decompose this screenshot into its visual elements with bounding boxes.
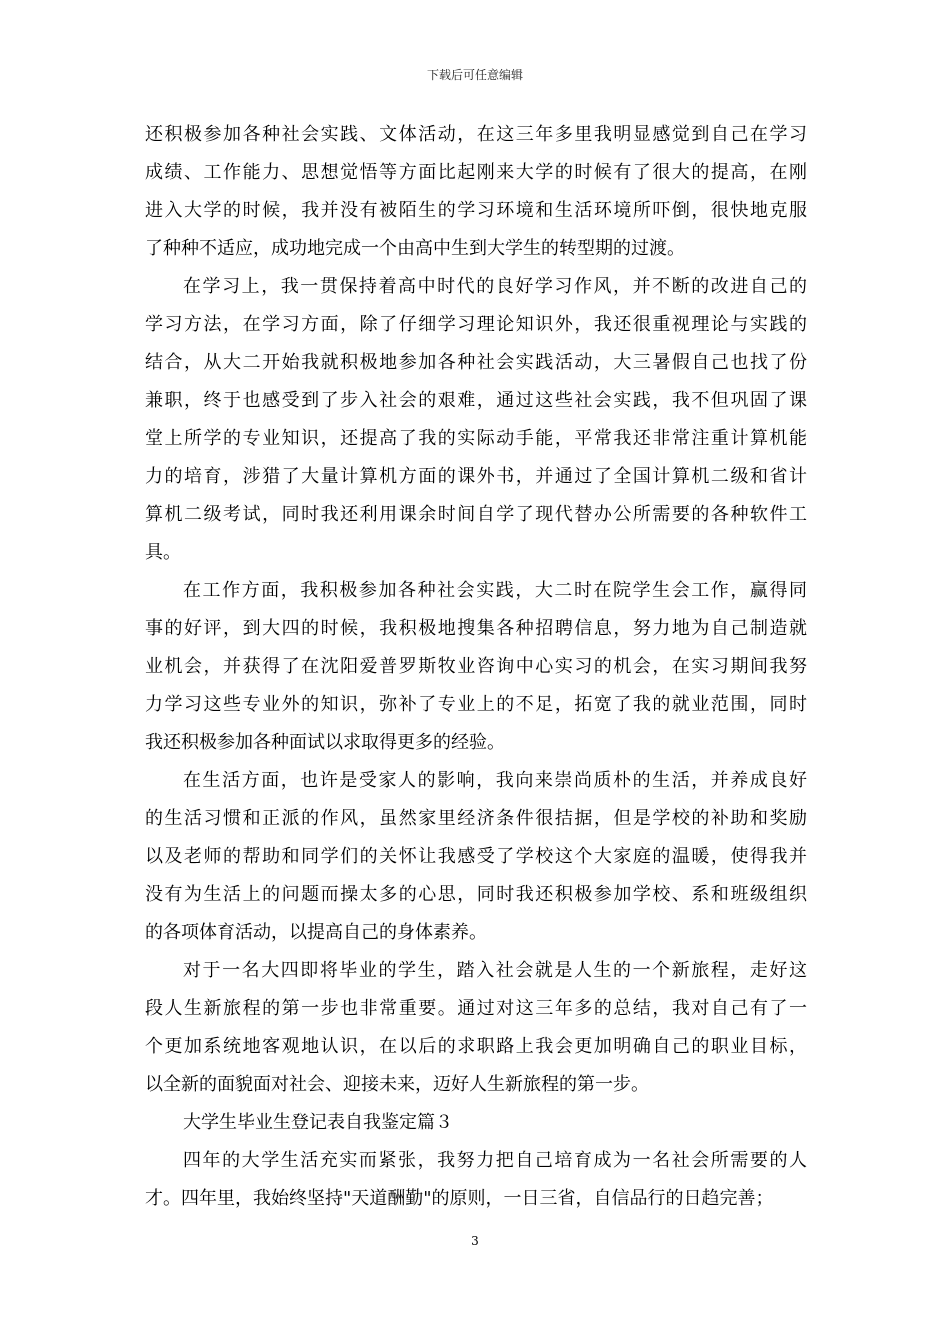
text-line: 才。四年里，我始终坚持"天道酬勤"的原则，一日三省，自信品行的日趋完善； [145, 1188, 774, 1209]
document-body [145, 116, 807, 1218]
text-line: 堂上所学的专业知识，还提高了我的实际动手能，平常我还非常注重计算机能 [145, 428, 807, 449]
text-line: 兼职，终于也感受到了步入社会的艰难，通过这些社会实践，我不但巩固了课 [145, 390, 807, 411]
text-line: 具。 [145, 542, 181, 563]
text-line: 了种种不适应，成功地完成一个由高中生到大学生的转型期的过渡。 [145, 238, 685, 259]
text-line: 业机会，并获得了在沈阳爱普罗斯牧业咨询中心实习的机会，在实习期间我努 [145, 656, 807, 677]
text-line: 的生活习惯和正派的作风，虽然家里经济条件很拮据，但是学校的补助和奖励 [145, 808, 807, 829]
text-line: 以全新的面貌面对社会、迎接未来，迈好人生新旅程的第一步。 [145, 1074, 649, 1095]
text-line: 对于一名大四即将毕业的学生，踏入社会就是人生的一个新旅程，走好这 [183, 960, 807, 981]
text-line: 结合，从大二开始我就积极地参加各种社会实践活动，大三暑假自己也找了份 [145, 352, 807, 373]
text-line: 成绩、工作能力、思想觉悟等方面比起刚来大学的时候有了很大的提高，在刚 [145, 162, 807, 183]
text-line: 个更加系统地客观地认识，在以后的求职路上我会更加明确自己的职业目标， [145, 1036, 807, 1057]
text-line: 进入大学的时候，我并没有被陌生的学习环境和生活环境所吓倒，很快地克服 [145, 200, 807, 221]
paragraph [145, 268, 807, 572]
page-header-note: 下载后可任意编辑 [426, 68, 523, 82]
text-line: 大学生毕业生登记表自我鉴定篇３ [183, 1112, 453, 1133]
text-line: 四年的大学生活充实而紧张，我努力把自己培育成为一名社会所需要的人 [183, 1150, 807, 1171]
paragraph [145, 572, 807, 762]
paragraph [145, 1142, 807, 1218]
text-line: 在学习上，我一贯保持着高中时代的良好学习作风，并不断的改进自己的 [183, 276, 807, 297]
text-line: 在工作方面，我积极参加各种社会实践，大二时在院学生会工作，赢得同 [183, 580, 807, 601]
text-line: 以及老师的帮助和同学们的关怀让我感受了学校这个大家庭的温暖，使得我并 [145, 846, 807, 867]
section-heading [145, 1104, 807, 1142]
paragraph [145, 116, 807, 268]
text-line: 算机二级考试，同时我还利用课余时间自学了现代替办公所需要的各种软件工 [145, 504, 807, 525]
paragraph [145, 762, 807, 952]
text-line: 力学习这些专业外的知识，弥补了专业上的不足，拓宽了我的就业范围，同时 [145, 694, 807, 715]
paragraph [145, 952, 807, 1104]
text-line: 段人生新旅程的第一步也非常重要。通过对这三年多的总结，我对自己有了一 [145, 998, 807, 1019]
page-number: 3 [471, 1234, 479, 1248]
text-line: 没有为生活上的问题而操太多的心思，同时我还积极参加学校、系和班级组织 [145, 884, 807, 905]
text-line: 还积极参加各种社会实践、文体活动，在这三年多里我明显感觉到自己在学习 [145, 124, 807, 145]
text-line: 学习方法，在学习方面，除了仔细学习理论知识外，我还很重视理论与实践的 [145, 314, 807, 335]
text-line: 的各项体育活动，以提高自己的身体素养。 [145, 922, 487, 943]
text-line: 力的培育，涉猎了大量计算机方面的课外书，并通过了全国计算机二级和省计 [145, 466, 807, 487]
text-line: 事的好评，到大四的时候，我积极地搜集各种招聘信息，努力地为自己制造就 [145, 618, 807, 639]
text-line: 我还积极参加各种面试以求取得更多的经验。 [145, 732, 505, 753]
text-line: 在生活方面，也许是受家人的影响，我向来崇尚质朴的生活，并养成良好 [183, 770, 807, 791]
